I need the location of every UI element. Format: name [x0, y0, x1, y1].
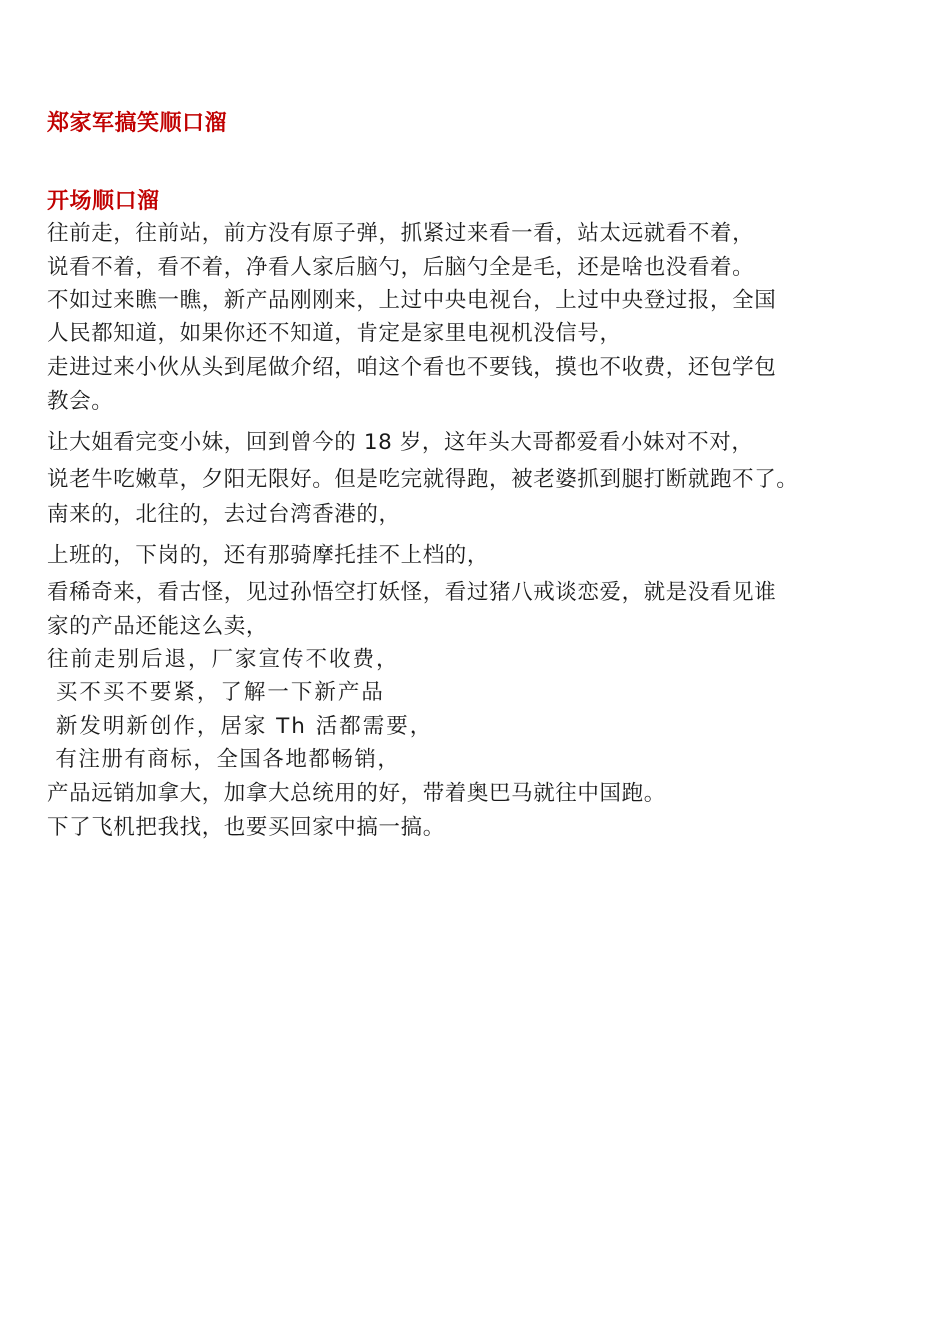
text-line: 不如过来瞧一瞧，新产品刚刚来，上过中央电视台，上过中央登过报，全国 — [47, 288, 777, 313]
text-line: 人民都知道，如果你还不知道，肯定是家里电视机没信号， — [47, 321, 622, 346]
text-line: 往前走，往前站，前方没有原子弹，抓紧过来看一看，站太远就看不着， — [47, 221, 755, 246]
text-line: 下了飞机把我找，也要买回家中搞一搞。 — [47, 815, 445, 840]
text-line: 买不买不要紧，了解一下新产品 — [47, 680, 385, 705]
text-line: 走进过来小伙从头到尾做介绍，咱这个看也不要钱，摸也不收费，还包学包 — [47, 355, 777, 380]
document-title: 郑家军搞笑顺口溜 — [47, 111, 228, 136]
text-line: 让大姐看完变小妹，回到曾今的 18 岁，这年头大哥都爱看小妹对不对， — [47, 430, 754, 455]
section-heading: 开场顺口溜 — [47, 189, 160, 214]
text-line: 产品远销加拿大，加拿大总统用的好，带着奥巴马就往中国跑。 — [47, 781, 666, 806]
text-line: 往前走别后退，厂家宣传不收费， — [47, 647, 400, 672]
text-line: 说老牛吃嫩草，夕阳无限好。但是吃完就得跑，被老婆抓到腿打断就跑不了。 — [47, 467, 799, 492]
text-line: 看稀奇来，看古怪，见过孙悟空打妖怪，看过猪八戒谈恋爱，就是没看见谁 — [47, 580, 777, 605]
text-line: 有注册有商标，全国各地都畅销， — [47, 747, 401, 772]
text-line: 教会。 — [47, 389, 114, 414]
text-line: 新发明新创作，居家 Th 活都需要， — [47, 714, 434, 739]
text-line: 上班的，下岗的，还有那骑摩托挂不上档的， — [47, 543, 490, 568]
text-line: 家的产品还能这么卖， — [47, 614, 269, 639]
text-line: 南来的，北往的，去过台湾香港的， — [47, 502, 401, 527]
text-line: 说看不着，看不着，净看人家后脑勺，后脑勺全是毛，还是啥也没看着。 — [47, 255, 755, 280]
